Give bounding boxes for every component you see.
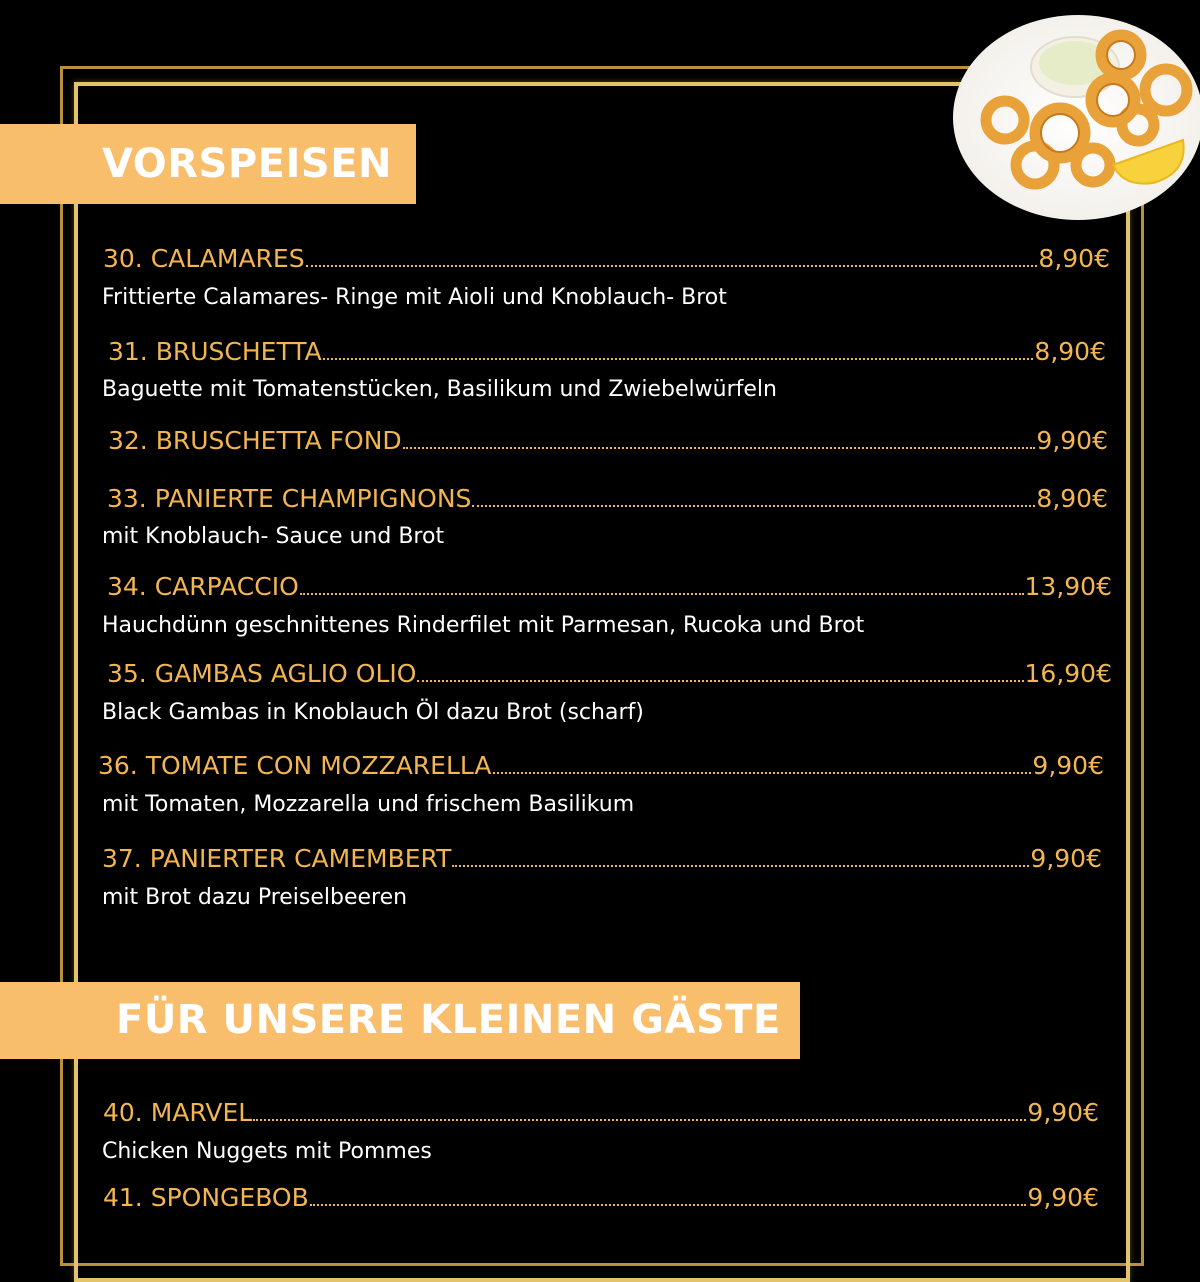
item-number: 36.	[98, 751, 138, 780]
section-title-kinder: FÜR UNSERE KLEINEN GÄSTE	[0, 982, 800, 1059]
item-number: 37.	[102, 844, 142, 873]
item-price: 8,90€	[1038, 244, 1110, 273]
item-title	[108, 426, 402, 455]
item-description: mit Knoblauch- Sauce und Brot	[102, 524, 445, 549]
dot-leader	[403, 443, 1036, 449]
item-description: Black Gambas in Knoblauch Öl dazu Brot (scharf)	[102, 700, 644, 725]
item-number: 35.	[107, 659, 147, 688]
item-title	[107, 484, 471, 513]
item-number: 41.	[103, 1183, 143, 1212]
item-name: GAMBAS AGLIO OLIO	[154, 659, 417, 688]
item-description: Baguette mit Tomatenstücken, Basilikum und Zwiebelwürfeln	[102, 377, 777, 402]
dot-leader	[253, 1115, 1026, 1121]
dot-leader	[417, 676, 1023, 682]
item-name: BRUSCHETTA FOND	[155, 426, 402, 455]
item-title	[108, 337, 322, 366]
item-price: 8,90€	[1036, 484, 1108, 513]
item-description: Chicken Nuggets mit Pommes	[102, 1139, 432, 1164]
item-price: 9,90€	[1032, 751, 1104, 780]
item-title	[107, 572, 299, 601]
item-name: BRUSCHETTA	[155, 337, 322, 366]
item-name: SPONGEBOB	[150, 1183, 309, 1212]
dot-leader	[306, 261, 1038, 267]
item-name: MARVEL	[150, 1098, 253, 1127]
item-price: 9,90€	[1027, 1098, 1099, 1127]
item-price: 13,90€	[1024, 572, 1112, 601]
item-number: 40.	[103, 1098, 143, 1127]
dot-leader	[452, 861, 1029, 867]
item-price: 9,90€	[1036, 426, 1108, 455]
item-number: 31.	[108, 337, 148, 366]
item-price: 9,90€	[1030, 844, 1102, 873]
item-number: 32.	[108, 426, 148, 455]
item-title	[103, 1183, 309, 1212]
item-title	[103, 1098, 252, 1127]
item-price: 16,90€	[1024, 659, 1112, 688]
item-number: 30.	[103, 244, 143, 273]
item-description: Hauchdünn geschnittenes Rinderfilet mit Parmesan, Rucoka und Brot	[102, 613, 865, 638]
dot-leader	[300, 589, 1024, 595]
item-description: mit Brot dazu Preiselbeeren	[102, 885, 408, 910]
item-title	[107, 659, 416, 688]
item-price: 8,90€	[1034, 337, 1106, 366]
item-description: Frittierte Calamares- Ringe mit Aioli und Knoblauch- Brot	[102, 285, 727, 310]
dot-leader	[472, 501, 1035, 507]
item-name: CALAMARES	[150, 244, 305, 273]
dot-leader	[493, 768, 1032, 774]
item-title	[103, 244, 305, 273]
dot-leader	[310, 1200, 1027, 1206]
item-title	[98, 751, 492, 780]
section-title-vorspeisen: VORSPEISEN	[0, 124, 416, 204]
item-description: mit Tomaten, Mozzarella und frischem Basilikum	[102, 792, 635, 817]
item-number: 33.	[107, 484, 147, 513]
item-number: 34.	[107, 572, 147, 601]
item-name: CARPACCIO	[154, 572, 299, 601]
item-price: 9,90€	[1027, 1183, 1099, 1212]
calamari-plate-image	[953, 15, 1200, 220]
item-title	[102, 844, 451, 873]
item-name: TOMATE CON MOZZARELLA	[145, 751, 492, 780]
item-name: PANIERTE CHAMPIGNONS	[154, 484, 472, 513]
item-name: PANIERTER CAMEMBERT	[149, 844, 452, 873]
dot-leader	[323, 354, 1034, 360]
